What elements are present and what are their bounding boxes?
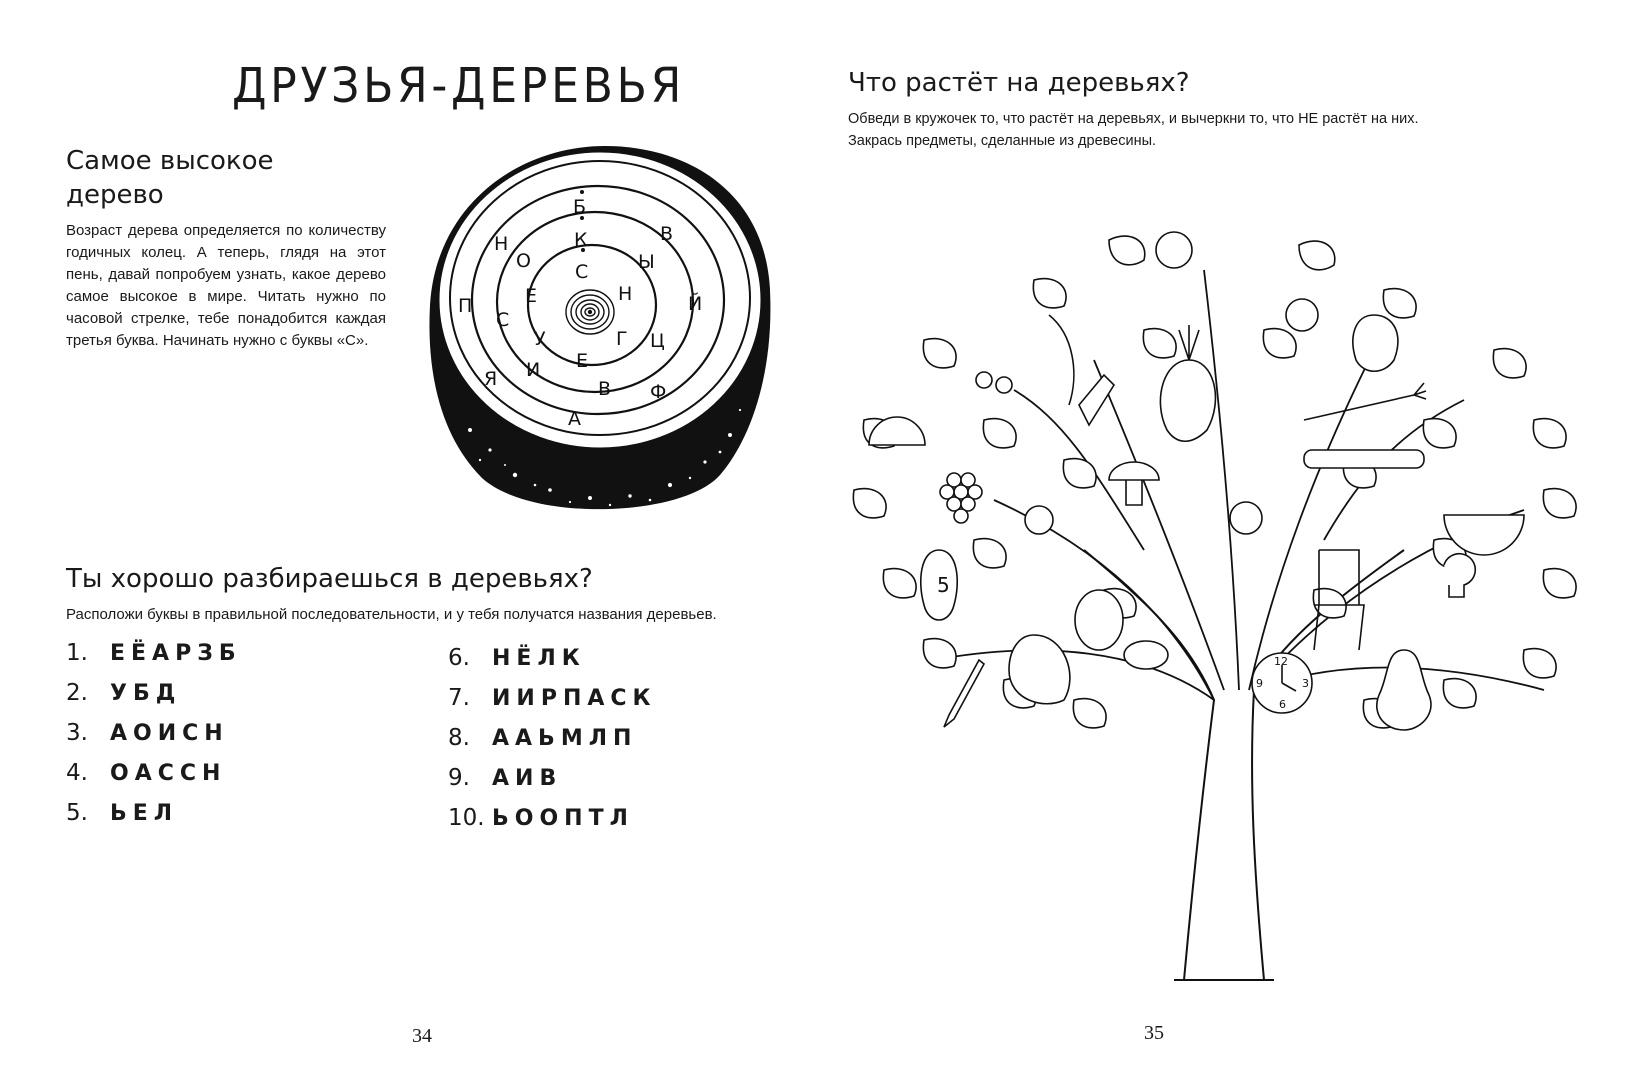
clock-number: 12 <box>1274 655 1288 668</box>
rolling-pin <box>1304 450 1424 468</box>
puzzle-item <box>66 760 242 800</box>
ring-letter: С <box>496 309 510 331</box>
puzzle-letters: АОИСН <box>110 721 229 746</box>
puzzle-number: 4. <box>66 760 88 786</box>
pineapple-top <box>1179 325 1199 360</box>
puzzle-item <box>448 805 657 845</box>
ring-letter: Й <box>688 293 703 315</box>
puzzle-number: 10. <box>448 805 485 831</box>
puzzle-number: 2. <box>66 680 88 706</box>
stump-cut-surface <box>437 150 763 450</box>
puzzle-number: 1. <box>66 640 88 666</box>
clock-number: 3 <box>1302 677 1309 690</box>
page-number-right: 35 <box>1144 1022 1164 1044</box>
puzzle-number: 8. <box>448 725 470 751</box>
ring-letter: А <box>568 408 581 430</box>
puzzle-letters: УБД <box>110 681 182 706</box>
tallest-tree-title <box>66 144 274 212</box>
ring-letter: Я <box>484 368 498 390</box>
puzzle-number: 3. <box>66 720 88 746</box>
puzzle-item <box>66 720 242 760</box>
carrot <box>1079 375 1114 425</box>
apple-right <box>1230 502 1262 534</box>
puzzle-list-2 <box>448 645 657 845</box>
clock-number: 9 <box>1256 677 1263 690</box>
ring-letter: Ы <box>638 251 655 273</box>
tree-illustration <box>844 220 1614 980</box>
what-grows-title: Что растёт на деревьях? <box>848 68 1190 98</box>
ring-letter: П <box>458 295 473 317</box>
banana <box>1049 315 1074 405</box>
ring-letter: У <box>534 328 546 350</box>
puzzle-item <box>66 680 242 720</box>
puzzle-letters: ЕЁАРЗБ <box>110 641 242 666</box>
puzzle-item <box>448 765 657 805</box>
instructions-line2: Закрась предметы, сделанные из древесины. <box>848 133 1157 149</box>
grapes <box>940 473 982 523</box>
cherry-2 <box>996 377 1012 393</box>
tallest-tree-title-line1: Самое высокое <box>66 146 274 176</box>
ring-letter: В <box>598 378 612 400</box>
ring-letter: Ц <box>650 330 665 352</box>
ring-letter: Ф <box>650 381 667 403</box>
cherry-1 <box>976 372 992 388</box>
tree-names-title: Ты хорошо разбираешься в деревьях? <box>66 564 593 594</box>
lemon <box>1286 299 1318 331</box>
tallest-tree-title-line2: дерево <box>66 180 164 210</box>
pear <box>1377 650 1431 730</box>
right-page <box>824 0 1649 1080</box>
ring-letter: Н <box>618 283 633 305</box>
ring-letter: Б <box>573 196 587 218</box>
page-title: ДРУЗЬЯ-ДЕРЕВЬЯ <box>232 58 685 114</box>
eggplant <box>1009 635 1070 704</box>
bowling-pin-number: 5 <box>937 573 950 597</box>
ring-letter: К <box>574 229 588 251</box>
clock-number: 6 <box>1279 698 1286 711</box>
ring-letter: В <box>660 223 674 245</box>
ring-letter: И <box>526 359 541 381</box>
ring-letter: Е <box>525 285 538 307</box>
fork <box>1304 383 1426 420</box>
puzzle-letters: ЬЕЛ <box>110 801 179 826</box>
coconut <box>1075 590 1123 650</box>
left-page <box>0 0 824 1080</box>
pencil <box>944 660 984 727</box>
what-grows-text <box>848 108 1623 152</box>
pineapple <box>1160 360 1215 441</box>
tree-names-text: Расположи буквы в правильной последовательности, и у тебя получатся названия деревьев. <box>66 606 717 623</box>
puzzle-list-1 <box>66 640 242 840</box>
tree-stump-illustration <box>420 140 790 530</box>
page-number-left: 34 <box>412 1025 432 1047</box>
puzzle-letters: ИИРПАСК <box>492 686 657 711</box>
puzzle-item <box>66 640 242 680</box>
ring-letter: С <box>575 261 589 283</box>
puzzle-item <box>66 800 242 840</box>
puzzle-number: 6. <box>448 645 470 671</box>
puzzle-number: 9. <box>448 765 470 791</box>
coconut-half <box>1124 641 1168 669</box>
lightbulb <box>1444 554 1475 597</box>
puzzle-item <box>448 685 657 725</box>
apple-top <box>1156 232 1192 268</box>
puzzle-number: 5. <box>66 800 88 826</box>
peach <box>1025 506 1053 534</box>
ring-letter: Г <box>616 328 628 350</box>
puzzle-letters: АИВ <box>492 766 563 791</box>
puzzle-number: 7. <box>448 685 470 711</box>
ring-letter: Е <box>576 350 589 372</box>
tree-branches <box>934 270 1544 700</box>
puzzle-item <box>448 645 657 685</box>
puzzle-letters: НЁЛК <box>492 646 586 671</box>
ring-letter: Н <box>494 233 509 255</box>
puzzle-letters: ААЬМЛП <box>492 726 638 751</box>
puzzle-letters: ЬООПТЛ <box>492 806 634 831</box>
ring-letter: О <box>516 250 531 272</box>
puzzle-item <box>448 725 657 765</box>
strawberry <box>1353 315 1398 371</box>
puzzle-letters: ОАССН <box>110 761 227 786</box>
instructions-line1: Обведи в кружочек то, что растёт на деревьях, и вычеркни то, что НЕ растёт на них. <box>848 111 1419 127</box>
tallest-tree-text: Возраст дерева определяется по количеству годичных колец. А теперь, глядя на этот пень, давай попробуем узнать, какое дерево самое высокое в мире. Читать нужно по часовой стрелке, тебе понадобится каждая третья буква. Начинать нужно с буквы «С». <box>66 222 386 349</box>
